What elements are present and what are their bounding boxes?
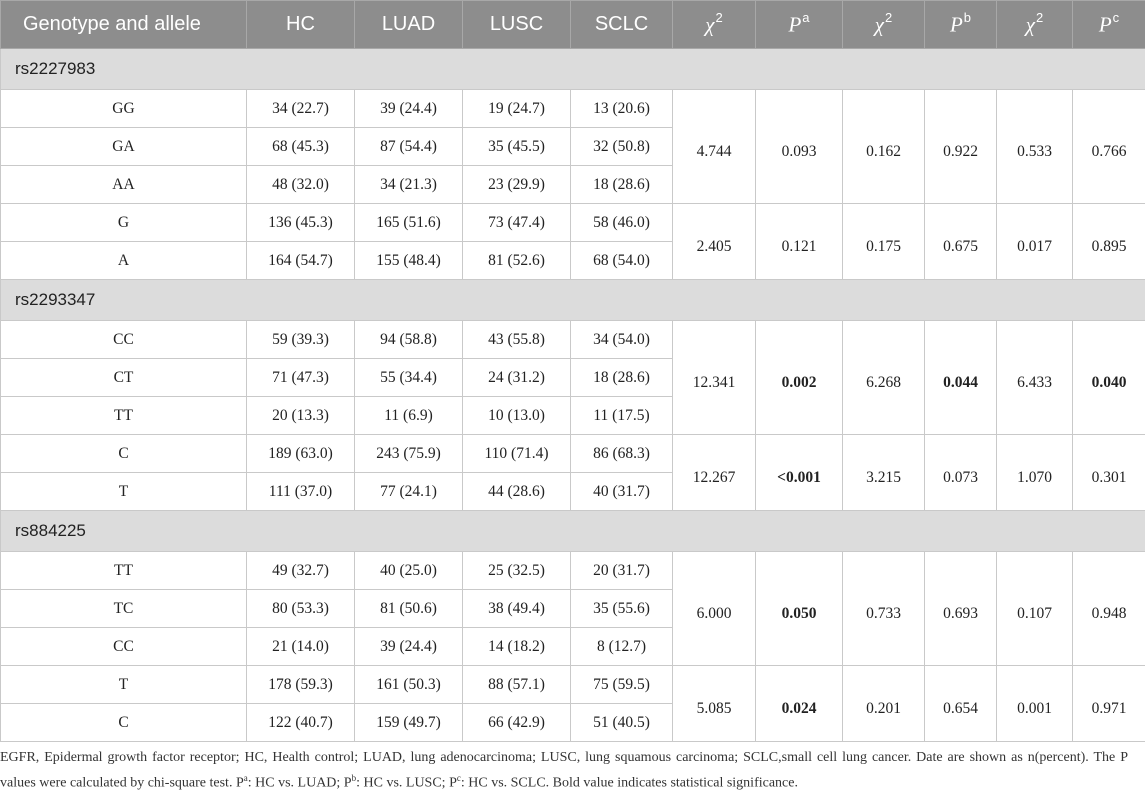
stat-chi2-b: 0.733 bbox=[843, 552, 925, 666]
cell-hc: 68 (45.3) bbox=[247, 128, 355, 166]
header-chi2-b bbox=[843, 1, 925, 49]
p-symbol: P bbox=[949, 12, 963, 37]
cell-lusc: 24 (31.2) bbox=[463, 359, 571, 397]
cell-lusc: 73 (47.4) bbox=[463, 204, 571, 242]
table-row bbox=[1, 321, 1145, 359]
stat-pa: 0.050 bbox=[756, 552, 843, 666]
footnote-text-2: : HC vs. LUAD; P bbox=[247, 775, 352, 791]
cell-luad: 34 (21.3) bbox=[355, 166, 463, 204]
header-pa bbox=[756, 1, 843, 49]
snp-header-row bbox=[1, 280, 1145, 321]
header-luad: LUAD bbox=[355, 1, 463, 49]
stat-pc: 0.040 bbox=[1073, 321, 1145, 435]
chi-symbol: χ bbox=[874, 12, 884, 37]
cell-sclc: 40 (31.7) bbox=[571, 473, 673, 511]
table-row bbox=[1, 666, 1145, 704]
cell-luad: 11 (6.9) bbox=[355, 397, 463, 435]
cell-sclc: 34 (54.0) bbox=[571, 321, 673, 359]
cell-sclc: 75 (59.5) bbox=[571, 666, 673, 704]
chi-superscript: 2 bbox=[1036, 9, 1044, 25]
cell-hc: 21 (14.0) bbox=[247, 628, 355, 666]
row-label: TC bbox=[1, 590, 247, 628]
cell-sclc: 8 (12.7) bbox=[571, 628, 673, 666]
stat-pa: 0.093 bbox=[756, 90, 843, 204]
row-label: G bbox=[1, 204, 247, 242]
stat-chi2-c: 0.107 bbox=[997, 552, 1073, 666]
chi-symbol: χ bbox=[1025, 12, 1035, 37]
stat-pb: 0.922 bbox=[925, 90, 997, 204]
cell-sclc: 32 (50.8) bbox=[571, 128, 673, 166]
stat-chi2-c: 0.001 bbox=[997, 666, 1073, 742]
cell-sclc: 18 (28.6) bbox=[571, 166, 673, 204]
cell-lusc: 110 (71.4) bbox=[463, 435, 571, 473]
stat-chi2-c: 0.533 bbox=[997, 90, 1073, 204]
stat-pa: 0.024 bbox=[756, 666, 843, 742]
stat-pa: <0.001 bbox=[756, 435, 843, 511]
snp-name: rs2227983 bbox=[1, 49, 1145, 90]
cell-luad: 40 (25.0) bbox=[355, 552, 463, 590]
stat-chi2-a: 12.267 bbox=[673, 435, 756, 511]
cell-hc: 59 (39.3) bbox=[247, 321, 355, 359]
stat-chi2-b: 0.162 bbox=[843, 90, 925, 204]
stat-chi2-b: 3.215 bbox=[843, 435, 925, 511]
cell-luad: 39 (24.4) bbox=[355, 628, 463, 666]
row-label: CC bbox=[1, 628, 247, 666]
cell-luad: 55 (34.4) bbox=[355, 359, 463, 397]
cell-luad: 39 (24.4) bbox=[355, 90, 463, 128]
cell-lusc: 14 (18.2) bbox=[463, 628, 571, 666]
header-pb bbox=[925, 1, 997, 49]
stat-pb: 0.675 bbox=[925, 204, 997, 280]
cell-hc: 48 (32.0) bbox=[247, 166, 355, 204]
row-label: T bbox=[1, 473, 247, 511]
header-pc bbox=[1073, 1, 1145, 49]
stat-chi2-c: 1.070 bbox=[997, 435, 1073, 511]
pc-superscript: c bbox=[1112, 9, 1120, 25]
header-chi2-c bbox=[997, 1, 1073, 49]
cell-hc: 71 (47.3) bbox=[247, 359, 355, 397]
header-hc: HC bbox=[247, 1, 355, 49]
cell-hc: 189 (63.0) bbox=[247, 435, 355, 473]
cell-lusc: 10 (13.0) bbox=[463, 397, 571, 435]
cell-sclc: 11 (17.5) bbox=[571, 397, 673, 435]
row-label: CC bbox=[1, 321, 247, 359]
row-label: AA bbox=[1, 166, 247, 204]
stat-pc: 0.948 bbox=[1073, 552, 1145, 666]
table-row bbox=[1, 552, 1145, 590]
cell-luad: 94 (58.8) bbox=[355, 321, 463, 359]
cell-lusc: 25 (32.5) bbox=[463, 552, 571, 590]
header-sclc: SCLC bbox=[571, 1, 673, 49]
row-label: C bbox=[1, 435, 247, 473]
cell-hc: 34 (22.7) bbox=[247, 90, 355, 128]
snp-header-row bbox=[1, 49, 1145, 90]
footnote-sup-b: b bbox=[351, 773, 357, 783]
stat-chi2-b: 0.201 bbox=[843, 666, 925, 742]
stat-chi2-b: 0.175 bbox=[843, 204, 925, 280]
chi-superscript: 2 bbox=[715, 9, 723, 25]
cell-lusc: 44 (28.6) bbox=[463, 473, 571, 511]
cell-luad: 81 (50.6) bbox=[355, 590, 463, 628]
cell-sclc: 86 (68.3) bbox=[571, 435, 673, 473]
cell-luad: 159 (49.7) bbox=[355, 704, 463, 742]
stat-pc: 0.971 bbox=[1073, 666, 1145, 742]
stat-chi2-a: 4.744 bbox=[673, 90, 756, 204]
cell-luad: 87 (54.4) bbox=[355, 128, 463, 166]
cell-luad: 243 (75.9) bbox=[355, 435, 463, 473]
cell-hc: 49 (32.7) bbox=[247, 552, 355, 590]
stat-pa: 0.121 bbox=[756, 204, 843, 280]
row-label: T bbox=[1, 666, 247, 704]
cell-luad: 165 (51.6) bbox=[355, 204, 463, 242]
cell-lusc: 23 (29.9) bbox=[463, 166, 571, 204]
cell-lusc: 81 (52.6) bbox=[463, 242, 571, 280]
header-genotype: Genotype and allele bbox=[1, 1, 247, 49]
cell-sclc: 18 (28.6) bbox=[571, 359, 673, 397]
cell-hc: 80 (53.3) bbox=[247, 590, 355, 628]
pb-superscript: b bbox=[963, 9, 972, 25]
stat-chi2-a: 6.000 bbox=[673, 552, 756, 666]
stat-pc: 0.895 bbox=[1073, 204, 1145, 280]
row-label: A bbox=[1, 242, 247, 280]
cell-luad: 77 (24.1) bbox=[355, 473, 463, 511]
stat-pa: 0.002 bbox=[756, 321, 843, 435]
table-footnote bbox=[0, 747, 1128, 794]
cell-lusc: 88 (57.1) bbox=[463, 666, 571, 704]
pa-superscript: a bbox=[802, 9, 810, 25]
snp-name: rs2293347 bbox=[1, 280, 1145, 321]
cell-lusc: 19 (24.7) bbox=[463, 90, 571, 128]
cell-hc: 136 (45.3) bbox=[247, 204, 355, 242]
row-label: GG bbox=[1, 90, 247, 128]
cell-sclc: 58 (46.0) bbox=[571, 204, 673, 242]
p-symbol: P bbox=[1098, 12, 1112, 37]
cell-lusc: 38 (49.4) bbox=[463, 590, 571, 628]
footnote-sup-c: c bbox=[456, 773, 461, 783]
row-label: C bbox=[1, 704, 247, 742]
stat-pb: 0.044 bbox=[925, 321, 997, 435]
row-label: CT bbox=[1, 359, 247, 397]
stat-chi2-a: 5.085 bbox=[673, 666, 756, 742]
snp-header-row bbox=[1, 511, 1145, 552]
cell-hc: 122 (40.7) bbox=[247, 704, 355, 742]
stat-pc: 0.766 bbox=[1073, 90, 1145, 204]
cell-sclc: 68 (54.0) bbox=[571, 242, 673, 280]
stat-chi2-a: 12.341 bbox=[673, 321, 756, 435]
cell-hc: 111 (37.0) bbox=[247, 473, 355, 511]
table-row bbox=[1, 90, 1145, 128]
footnote-text-4: : HC vs. SCLC. Bold value indicates statistical significance. bbox=[460, 775, 798, 791]
header-lusc: LUSC bbox=[463, 1, 571, 49]
row-label: GA bbox=[1, 128, 247, 166]
table-row bbox=[1, 204, 1145, 242]
cell-luad: 155 (48.4) bbox=[355, 242, 463, 280]
cell-sclc: 51 (40.5) bbox=[571, 704, 673, 742]
row-label: TT bbox=[1, 552, 247, 590]
cell-hc: 178 (59.3) bbox=[247, 666, 355, 704]
stat-pb: 0.654 bbox=[925, 666, 997, 742]
cell-sclc: 35 (55.6) bbox=[571, 590, 673, 628]
header-row bbox=[1, 1, 1145, 49]
stat-chi2-c: 6.433 bbox=[997, 321, 1073, 435]
table-body bbox=[1, 49, 1145, 742]
chi-superscript: 2 bbox=[885, 9, 893, 25]
p-symbol: P bbox=[788, 12, 802, 37]
cell-hc: 164 (54.7) bbox=[247, 242, 355, 280]
row-label: TT bbox=[1, 397, 247, 435]
stat-chi2-c: 0.017 bbox=[997, 204, 1073, 280]
stat-chi2-b: 6.268 bbox=[843, 321, 925, 435]
footnote-sup-a: a bbox=[243, 773, 248, 783]
header-chi2-a bbox=[673, 1, 756, 49]
snp-name: rs884225 bbox=[1, 511, 1145, 552]
cell-hc: 20 (13.3) bbox=[247, 397, 355, 435]
cell-luad: 161 (50.3) bbox=[355, 666, 463, 704]
footnote-text-3: : HC vs. LUSC; P bbox=[356, 775, 457, 791]
stat-chi2-a: 2.405 bbox=[673, 204, 756, 280]
cell-lusc: 35 (45.5) bbox=[463, 128, 571, 166]
cell-sclc: 13 (20.6) bbox=[571, 90, 673, 128]
stat-pc: 0.301 bbox=[1073, 435, 1145, 511]
chi-symbol: χ bbox=[705, 12, 715, 37]
cell-sclc: 20 (31.7) bbox=[571, 552, 673, 590]
cell-lusc: 66 (42.9) bbox=[463, 704, 571, 742]
stat-pb: 0.073 bbox=[925, 435, 997, 511]
footnote-text-1: EGFR, Epidermal growth factor receptor; HC, Health control; LUAD, lung adenocarcinoma; LUSC, lung squamous carcinoma; SCLC,small cell lung cancer. Date are shown as n(percent). The P values were calculated by chi-square test. P bbox=[0, 750, 1128, 791]
cell-lusc: 43 (55.8) bbox=[463, 321, 571, 359]
table-row bbox=[1, 435, 1145, 473]
stat-pb: 0.693 bbox=[925, 552, 997, 666]
